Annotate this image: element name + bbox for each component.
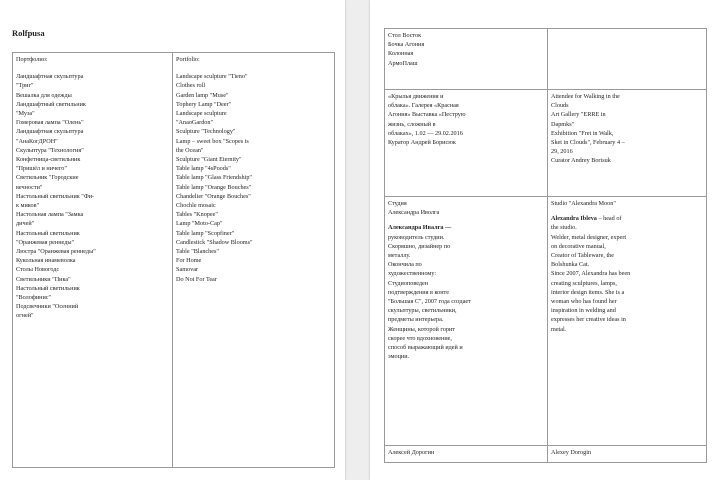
text-line: Люстра "Оранжевая реннеды" (16, 248, 96, 256)
portfolio-table (12, 52, 335, 468)
text-line: Гомеровая лампа "Олень" (16, 119, 84, 127)
text-line: Вешалка для одежды (16, 91, 72, 99)
text-line: Garden lamp "Muse" (176, 91, 229, 99)
portfolio-en-cell (173, 53, 335, 468)
text-line: Светильники "Пика" (16, 275, 71, 283)
studio-ru-bold-name: Александра Ивалга — (388, 224, 452, 232)
text-line: creating sculptures, lamps, (551, 279, 617, 287)
text-line: Table lamp "Orange Bouches" (176, 183, 252, 191)
materials-ru-list (388, 31, 544, 68)
text-line: Art Gallery "ERRE in (551, 111, 606, 119)
studio-ru-cell (385, 197, 548, 446)
portfolio-en-header: Portfolio: (176, 56, 200, 63)
studio-en-cell (548, 197, 707, 446)
text-line: скорее что вдохновение, (388, 334, 452, 342)
text-line: АрмоПлаш (388, 59, 418, 67)
text-line: металлу. (388, 252, 411, 260)
text-line: Welder, metal designer, expert (551, 233, 627, 241)
text-line: Chochle mosaic (176, 202, 216, 210)
text-line: Chandelier "Orange Bouches" (176, 192, 251, 200)
exhibition-table (384, 28, 707, 463)
text-line: Настольная лампа "Замка (16, 211, 84, 219)
text-line: Sculpture "Technology" (176, 128, 236, 136)
text-line: Clouds (551, 102, 569, 110)
portfolio-ru-cell (13, 53, 173, 468)
text-line: For Home (176, 257, 202, 265)
text-line: Table "Blanches" (176, 248, 219, 256)
text-line: Lamp – sweet box "Scopes is (176, 137, 249, 145)
author-en-cell (548, 446, 707, 463)
exhibition-en-text (551, 92, 703, 166)
text-line: Агония» Выставка «Пеструю (388, 111, 466, 119)
text-line: облаках», 1.02 — 29.02.2016 (388, 129, 463, 137)
text-line: Ландшафтный светильник (16, 100, 86, 108)
text-line: Стол Восток (388, 32, 422, 39)
text-line: "Триг" (16, 82, 34, 90)
text-line: Женщины, которой горит (388, 325, 455, 333)
text-line: Скульптура "Технология" (16, 146, 84, 154)
text-line: "Пришёл и ничего" (16, 165, 67, 173)
author-ru-cell (385, 446, 548, 463)
text-line: Curator Andrey Borisuk (551, 157, 611, 165)
text-line: Подсвечники "Осенний (16, 303, 79, 311)
text-line: Настольный светильник "Фи- (16, 192, 95, 200)
materials-ru-cell (385, 29, 548, 90)
portfolio-ru-list (16, 72, 169, 320)
exhibition-en-cell (548, 90, 707, 197)
materials-en-cell (548, 29, 707, 90)
text-line: Bolshunka Cat. (551, 261, 590, 269)
text-line: Creator of Tableware, the (551, 252, 615, 260)
text-line: Clothes roll (176, 82, 206, 90)
exhibition-ru-text (388, 92, 544, 147)
studio-en-bold-line (551, 214, 703, 223)
author-en-name: Alexey Dorogin (551, 449, 592, 456)
text-line: скульптуры, светильники, (388, 307, 457, 315)
text-line: "Оранжевая реннеды" (16, 238, 75, 246)
text-line: inspiration in welding and (551, 307, 616, 315)
text-line: дичей" (16, 220, 35, 228)
text-line: the Ocean" (176, 146, 204, 154)
text-line: woman who has found her (551, 298, 617, 306)
text-line: "Муза" (16, 110, 35, 118)
text-line: Attendee for Walking in the (551, 93, 620, 100)
text-line: Tables "Knopee" (176, 211, 218, 219)
text-line: Candlestick "Shadow Blooms" (176, 238, 253, 246)
text-line: Настольный светильник (16, 229, 80, 237)
text-line: interior design items. She is a (551, 288, 625, 296)
studio-en-bold-rest: – head of (596, 215, 622, 223)
text-line: предметы интерьера. (388, 316, 444, 324)
text-line: "AnaoGardon" (176, 119, 214, 127)
text-line: Table lamp "Scopfiner" (176, 229, 235, 237)
text-line: Светильник "Городские (16, 174, 79, 182)
text-line: способ выражающий идей и (388, 344, 463, 352)
text-line: Landscape sculpture (176, 110, 227, 118)
text-line: on decorative manual, (551, 242, 606, 250)
author-ru-name: Алексей Дорогин (388, 449, 435, 456)
exhibition-ru-cell (385, 90, 548, 197)
text-line: Кукольная инамеволка (16, 257, 76, 265)
text-line: Колонная (388, 50, 414, 58)
text-line: облака». Галерея «Красная (388, 102, 459, 110)
text-line: Samovar (176, 266, 198, 274)
studio-ru-header: Студия (388, 200, 407, 207)
text-line: «Крылья движения и (388, 93, 444, 100)
studio-ru-bio (388, 233, 544, 362)
text-line: художественному: (388, 270, 437, 278)
text-line: жизнь, сложный в (388, 120, 436, 128)
text-line: Table lamp "Glass Friendship" (176, 174, 252, 182)
text-line: эмоции. (388, 353, 410, 361)
studio-en-bio (551, 223, 703, 333)
text-line: Dapmks" (551, 120, 575, 128)
text-line: Столы Новогодс (16, 266, 60, 274)
portfolio-ru-header: Портфолио: (16, 56, 48, 63)
text-line: the studio. (551, 224, 577, 232)
text-line: к миков" (16, 202, 40, 210)
text-line: Since 2007, Alexandra has been (551, 270, 631, 278)
text-line: 29, 2016 (551, 148, 573, 156)
text-line: Настольный светильник (16, 284, 80, 292)
text-line: Sket in Clouds", February 4 – (551, 139, 625, 147)
text-line: Sculpture "Giant Eternity" (176, 156, 242, 164)
studio-en-bold-name: Alexandra Ibleva (551, 215, 597, 223)
portfolio-en-list (176, 72, 331, 284)
text-line: Скоряшно, дизайнер по (388, 242, 451, 250)
page-title: Rolfpusa (12, 28, 45, 38)
text-line: "Волофинис" (16, 294, 52, 302)
text-line: Exhibition "Fret in Walk, (551, 129, 614, 137)
studio-ru-header-name: Александра Иволга (388, 209, 440, 217)
text-line: Table lamp "4sPoods" (176, 165, 231, 173)
studio-en-header: Studio "Alexandra Moon" (551, 200, 616, 207)
text-line: руководитель студии. (388, 233, 445, 241)
text-line: Окончила по (388, 261, 422, 269)
text-line: подтверждения в конте (388, 288, 450, 296)
text-line: Do Not For Tear (176, 275, 217, 283)
text-line: Конфетница-светильник (16, 156, 81, 164)
text-line: Ландшафтная скульптура (16, 128, 84, 136)
text-line: Куратор Андрей Борисюк (388, 139, 456, 147)
text-line: Студиоповеден (388, 279, 429, 287)
text-line: Lamp "Moto-Cap" (176, 220, 223, 228)
text-line: вечности" (16, 183, 43, 191)
text-line: "АнаКогДРОН" (16, 137, 58, 145)
text-line: Ландшафтная скульптура (16, 73, 84, 81)
text-line: expresses her creative ideas in (551, 316, 626, 324)
text-line: огней" (16, 312, 34, 320)
text-line: Tophery Lamp "Deer" (176, 100, 232, 108)
text-line: "Большая С", 2007 года создает (388, 298, 471, 306)
text-line: Бочка Агония (388, 41, 425, 49)
text-line: Landscape sculpture "Tieno" (176, 73, 248, 81)
text-line: metal. (551, 325, 567, 333)
